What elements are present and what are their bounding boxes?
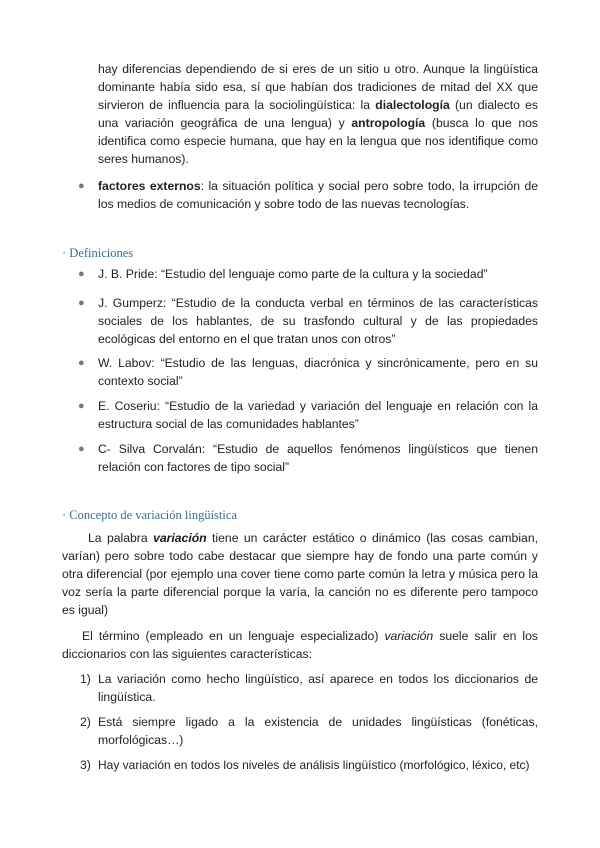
definition-item: J. Gumperz: “Estudio de la conducta verbal en términos de las características sociales de los hablantes, de su trasfondo cultural y de las propiedades ecológicas del entorno en el que tratan unos con otros”: [98, 296, 538, 346]
bullet-icon: ●: [78, 180, 85, 192]
list-number: 3): [80, 758, 91, 772]
bullet-icon: ●: [78, 297, 85, 309]
definition-item: J. B. Pride: “Estudio del lenguaje como parte de la cultura y la sociedad”: [98, 267, 488, 281]
numbered-list-item: Está siempre ligado a la existencia de unidades lingüísticas (fonéticas, morfológicas…): [98, 715, 538, 747]
numbered-list-item: La variación como hecho lingüístico, así aparece en todos los diccionarios de lingüística.: [98, 672, 538, 704]
concepto-p1-start: La palabra: [88, 531, 154, 545]
intro-text-1: hay diferencias dependiendo de si eres de un sitio u otro. Aunque la lingüística dominante había sido esa, sí que habían dos tradiciones de mitad del XX que sirvieron de influencia para la sociolingüística: la: [98, 62, 538, 112]
concepto-paragraph-2: [62, 627, 538, 663]
section-heading-definiciones: · Definiciones: [62, 246, 134, 260]
numbered-list-item: Hay variación en todos los niveles de análisis lingüístico (morfológico, léxico, etc): [98, 758, 530, 772]
concepto-p2-start: El término (empleado en un lenguaje especializado): [82, 629, 385, 643]
intro-text-2: (un dialecto es una variación geográfica de una lengua) y: [98, 98, 538, 130]
term-antropologia: antropología: [351, 116, 426, 130]
term-variacion-italic: variación: [384, 629, 434, 643]
list-number: 2): [80, 715, 91, 729]
bullet-icon: ●: [78, 443, 85, 455]
term-dialectologia: dialectología: [375, 98, 450, 112]
bullet-icon: ●: [78, 400, 85, 412]
concepto-p2-rest: suele salir en los diccionarios con las siguientes características:: [62, 629, 538, 661]
external-factors-text: : la situación política y social pero sobre todo, la irrupción de los medios de comunicación y sobre todo de las nuevas tecnologías.: [98, 179, 538, 211]
intro-text-3: (busca lo que nos identifica como especie humana, que hay en la lengua que nos identifique como seres humanos).: [98, 116, 538, 166]
definition-item: W. Labov: “Estudio de las lenguas, diacrónica y sincrónicamente, pero en su contexto social”: [98, 356, 538, 388]
list-number: 1): [80, 672, 91, 686]
external-factors-item: [98, 177, 538, 213]
concepto-paragraph-1: [62, 529, 538, 619]
definition-item: C- Silva Corvalán: “Estudio de aquellos fenómenos lingüísticos que tienen relación con factores de tipo social”: [98, 442, 538, 474]
term-variacion: variación: [153, 531, 207, 545]
section-heading-concepto: · Concepto de variación lingüística: [62, 508, 237, 522]
bullet-icon: ●: [78, 268, 85, 280]
term-factores-externos: factores externos: [98, 179, 201, 193]
intro-paragraph: [98, 60, 538, 168]
bullet-icon: ●: [78, 357, 85, 369]
concepto-p1-rest: tiene un carácter estático o dinámico (las cosas cambian, varían) pero sobre todo cabe destacar que siempre hay de fondo una parte común y otra diferencial (por ejemplo una cover tiene como parte común la letra y música pero la voz sería la parte diferencial porque la varía, la canción no es diferente pero tampoco es igual): [62, 531, 538, 617]
definition-item: E. Coseriu: “Estudio de la variedad y variación del lenguaje en relación con la estructura social de las comunidades hablantes”: [98, 399, 538, 431]
